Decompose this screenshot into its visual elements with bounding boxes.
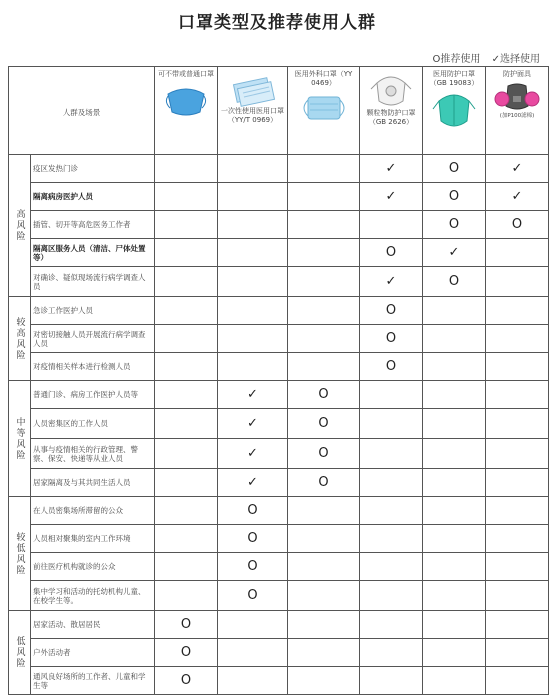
mark-cell — [360, 611, 423, 639]
mark-cell — [155, 353, 218, 381]
mark-cell: O — [288, 469, 360, 497]
mark-cell: O — [423, 155, 486, 183]
mask-name: 颗粒物防护口罩（GB 2626） — [366, 109, 416, 126]
surgical-mask-icon — [299, 91, 349, 125]
risk-category: 高风险 — [9, 155, 31, 297]
scene-cell: 前往医疗机构就诊的公众 — [31, 553, 155, 581]
scene-cell: 在人员密集场所滞留的公众 — [31, 497, 155, 525]
table-row — [9, 409, 549, 439]
table-row — [9, 439, 549, 469]
mark-cell — [288, 325, 360, 353]
mask-recommendation-table — [8, 66, 549, 695]
mark-cell: O — [360, 297, 423, 325]
mark-cell: O — [360, 353, 423, 381]
mark-cell: O — [218, 553, 288, 581]
people-scene-header: 人群及场景 — [9, 67, 155, 155]
mark-cell — [423, 469, 486, 497]
mark-cell — [155, 325, 218, 353]
mark-cell — [360, 525, 423, 553]
mark-cell — [486, 239, 549, 267]
mark-cell — [360, 639, 423, 667]
mark-cell — [360, 439, 423, 469]
risk-category: 低风险 — [9, 611, 31, 695]
mark-cell: ✓ — [218, 469, 288, 497]
mark-cell — [486, 581, 549, 611]
risk-category: 较低风险 — [9, 497, 31, 611]
scene-cell: 普通门诊、病房工作医护人员等 — [31, 381, 155, 409]
mark-cell — [486, 497, 549, 525]
blue-fabric-mask-icon — [164, 82, 208, 118]
scene-cell: 户外活动者 — [31, 639, 155, 667]
gas-mask-icon — [494, 82, 540, 112]
mark-cell: O — [288, 409, 360, 439]
mark-cell: O — [423, 267, 486, 297]
mark-cell — [288, 497, 360, 525]
mark-cell — [423, 581, 486, 611]
table-row — [9, 497, 549, 525]
mark-cell — [423, 353, 486, 381]
mark-cell — [218, 211, 288, 239]
mark-cell — [423, 667, 486, 695]
mark-cell — [423, 525, 486, 553]
mark-cell — [486, 381, 549, 409]
mark-cell — [155, 381, 218, 409]
mark-cell — [423, 381, 486, 409]
risk-category: 中等风险 — [9, 381, 31, 497]
mark-cell: O — [218, 581, 288, 611]
mark-cell: O — [218, 525, 288, 553]
mark-cell — [218, 267, 288, 297]
mark-cell — [423, 639, 486, 667]
mark-cell — [218, 639, 288, 667]
mark-cell — [155, 581, 218, 611]
mark-cell — [218, 183, 288, 211]
mark-cell — [288, 667, 360, 695]
mark-cell: O — [423, 211, 486, 239]
table-row — [9, 469, 549, 497]
scene-cell: 对密切接触人员开展流行病学调查人员 — [31, 325, 155, 353]
table-row — [9, 639, 549, 667]
mark-cell — [288, 297, 360, 325]
mark-cell: O — [288, 439, 360, 469]
mark-cell — [288, 239, 360, 267]
mark-cell — [288, 155, 360, 183]
table-row — [9, 525, 549, 553]
scene-cell: 对疫情相关样本进行检测人员 — [31, 353, 155, 381]
mark-cell — [423, 325, 486, 353]
mark-cell — [218, 667, 288, 695]
mark-cell: O — [155, 667, 218, 695]
mark-cell — [423, 409, 486, 439]
mark-cell — [155, 409, 218, 439]
mark-cell — [423, 611, 486, 639]
legend-optional: ✓选择使用 — [491, 54, 540, 65]
mark-cell — [288, 553, 360, 581]
mark-cell — [155, 553, 218, 581]
mark-cell — [360, 581, 423, 611]
table-row — [9, 553, 549, 581]
mark-cell — [360, 497, 423, 525]
scene-cell: 隔离病房医护人员 — [31, 183, 155, 211]
table-row — [9, 667, 549, 695]
mark-cell: O — [155, 639, 218, 667]
scene-cell: 疫区发热门诊 — [31, 155, 155, 183]
scene-cell: 通风良好场所的工作者、儿童和学生等 — [31, 667, 155, 695]
mark-cell — [288, 353, 360, 381]
scene-cell: 居家隔离及与其共同生活人员 — [31, 469, 155, 497]
table-row — [9, 211, 549, 239]
mark-cell: ✓ — [486, 183, 549, 211]
mark-cell: O — [486, 211, 549, 239]
mark-cell — [360, 667, 423, 695]
table-row — [9, 297, 549, 325]
risk-category: 较高风险 — [9, 297, 31, 381]
mark-cell — [288, 267, 360, 297]
mark-cell: ✓ — [360, 155, 423, 183]
mark-cell — [360, 381, 423, 409]
scene-cell: 人员相对聚集的室内工作环境 — [31, 525, 155, 553]
mark-cell — [155, 439, 218, 469]
mark-cell — [486, 297, 549, 325]
mark-cell — [218, 239, 288, 267]
mark-cell — [486, 639, 549, 667]
mark-cell: ✓ — [218, 439, 288, 469]
mark-cell: O — [288, 381, 360, 409]
mark-cell — [486, 553, 549, 581]
legend — [425, 50, 540, 65]
mark-cell — [423, 497, 486, 525]
scene-cell: 对确诊、疑似现场流行病学调查人员 — [31, 267, 155, 297]
mark-cell — [218, 353, 288, 381]
mark-cell — [155, 497, 218, 525]
mark-cell: O — [155, 611, 218, 639]
mask-name: 医用防护口罩（GB 19083） — [429, 70, 479, 87]
table-row — [9, 267, 549, 297]
mark-cell — [288, 581, 360, 611]
table-row — [9, 581, 549, 611]
mark-cell — [288, 639, 360, 667]
header-row — [9, 67, 549, 155]
mark-cell — [360, 553, 423, 581]
mark-cell: O — [360, 325, 423, 353]
scene-cell: 人员密集区的工作人员 — [31, 409, 155, 439]
mark-cell — [486, 667, 549, 695]
mark-cell — [486, 439, 549, 469]
mask-col-2 — [288, 67, 360, 155]
mark-cell: ✓ — [423, 239, 486, 267]
scene-cell: 插管、切开等高危医务工作者 — [31, 211, 155, 239]
mark-cell — [360, 469, 423, 497]
mark-cell: ✓ — [218, 409, 288, 439]
mark-cell — [423, 297, 486, 325]
mark-cell — [288, 183, 360, 211]
mark-cell — [486, 409, 549, 439]
mark-cell — [155, 267, 218, 297]
mark-cell — [486, 525, 549, 553]
mask-col-3 — [360, 67, 423, 155]
mark-cell — [218, 297, 288, 325]
mask-name: 一次性使用医用口罩（YY/T 0969） — [221, 107, 284, 124]
mark-cell — [360, 211, 423, 239]
mark-cell — [218, 611, 288, 639]
table-row — [9, 381, 549, 409]
mark-cell — [155, 239, 218, 267]
mark-cell: ✓ — [360, 267, 423, 297]
scene-cell: 急诊工作医护人员 — [31, 297, 155, 325]
table-row — [9, 155, 549, 183]
mark-cell — [288, 525, 360, 553]
mark-cell — [155, 469, 218, 497]
mark-cell — [155, 525, 218, 553]
page-title: 口罩类型及推荐使用人群 — [178, 13, 376, 33]
mark-cell — [486, 353, 549, 381]
mask-col-5 — [486, 67, 549, 155]
medical-protective-mask-icon — [431, 91, 477, 131]
mark-cell — [288, 611, 360, 639]
mark-cell: ✓ — [486, 155, 549, 183]
mark-cell — [486, 267, 549, 297]
table-row — [9, 611, 549, 639]
table-row — [9, 353, 549, 381]
mark-cell — [155, 297, 218, 325]
legend-recommended: O推荐使用 — [432, 54, 481, 65]
table-row — [9, 183, 549, 211]
mark-cell — [486, 325, 549, 353]
disposable-mask-icon — [229, 73, 277, 107]
mask-col-0 — [155, 67, 218, 155]
mark-cell — [155, 155, 218, 183]
scene-cell: 从事与疫情相关的行政管理、警察、保安、快递等从业人员 — [31, 439, 155, 469]
mark-cell: O — [218, 497, 288, 525]
mark-cell — [486, 469, 549, 497]
mark-cell — [218, 325, 288, 353]
mask-col-4 — [423, 67, 486, 155]
mark-cell — [218, 155, 288, 183]
mark-cell — [155, 211, 218, 239]
scene-cell: 居家活动、散居居民 — [31, 611, 155, 639]
mask-sub: (加P100滤棉) — [499, 113, 535, 119]
mark-cell — [155, 183, 218, 211]
mark-cell — [423, 553, 486, 581]
mask-col-1 — [218, 67, 288, 155]
mask-name: 可不带或普通口罩 — [158, 70, 214, 78]
mark-cell — [423, 439, 486, 469]
mark-cell: O — [360, 239, 423, 267]
scene-cell: 集中学习和活动的托幼机构儿童、在校学生等。 — [31, 581, 155, 611]
table-row — [9, 239, 549, 267]
particulate-respirator-icon — [369, 73, 413, 109]
table-row — [9, 325, 549, 353]
mask-name: 医用外科口罩（YY 0469） — [294, 70, 353, 87]
mark-cell: ✓ — [360, 183, 423, 211]
scene-cell: 隔离区服务人员（清洁、尸体处置等） — [31, 239, 155, 267]
mark-cell — [288, 211, 360, 239]
mark-cell: O — [423, 183, 486, 211]
mark-cell: ✓ — [218, 381, 288, 409]
mark-cell — [360, 409, 423, 439]
mask-name: 防护面具 — [503, 70, 531, 78]
mark-cell — [486, 611, 549, 639]
